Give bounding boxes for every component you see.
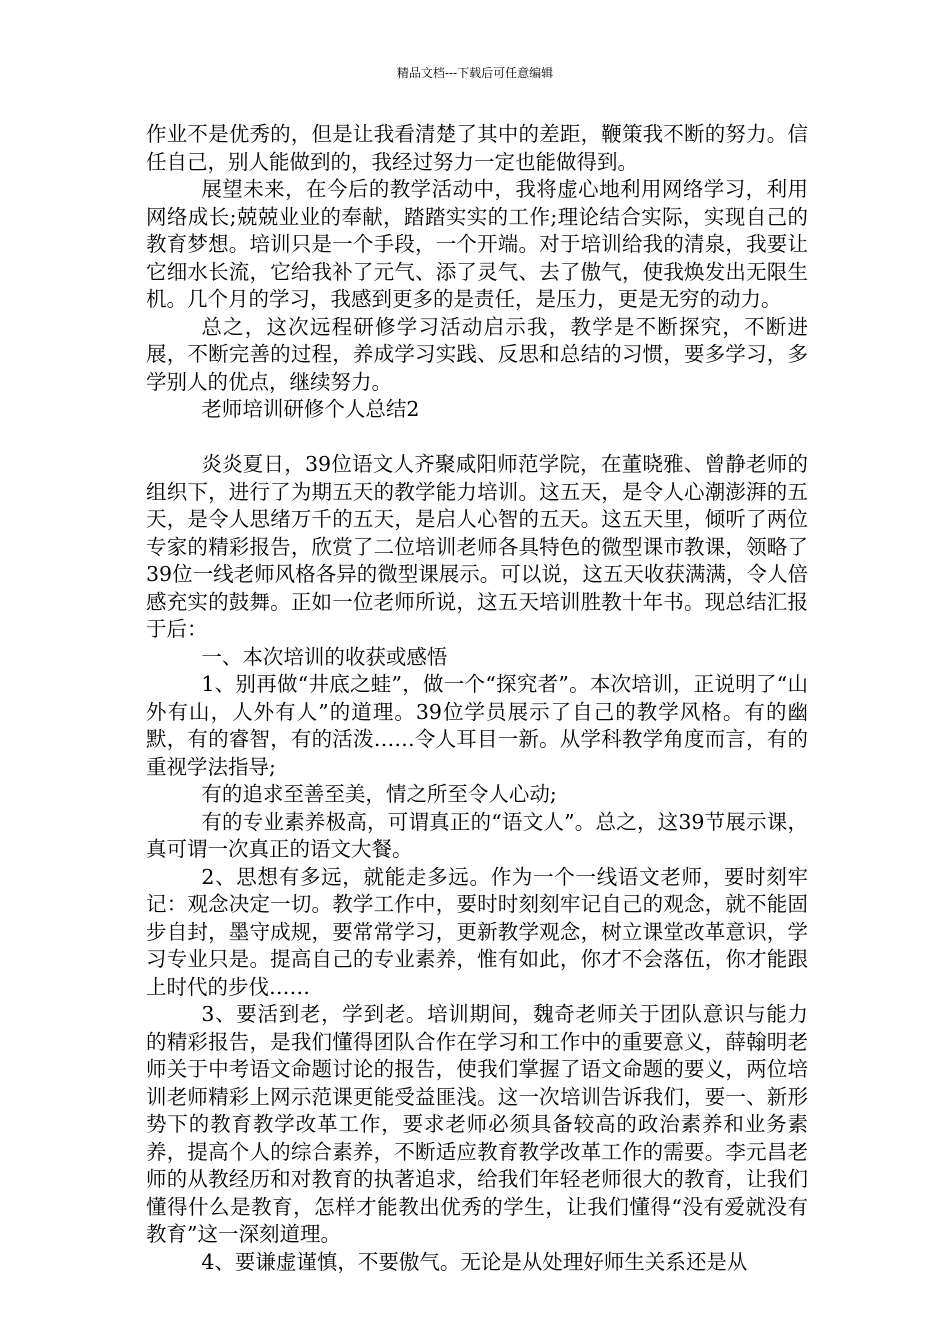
paragraph-point-1: 1、别再做“井底之蛙”，做一个“探究者”。本次培训，正说明了“山外有山，人外有人”的道理。39位学员展示了自己的教学风格。有的幽默，有的睿智，有的活泼……令人耳目一新。从学科教学角度而言，有的重视学法指导;: [146, 672, 808, 779]
document-body: [146, 121, 808, 1276]
paragraph-point-1-b: 有的专业素养极高，可谓真正的“语文人”。总之，这39节展示课，真可谓一次真正的语文大餐。: [146, 809, 808, 861]
paragraph-point-1-a: 有的追求至善至美，情之所至令人心动;: [201, 782, 557, 806]
page-header: 精品文档---下载后可任意编辑: [396, 66, 554, 80]
paragraph-outlook: 展望未来，在今后的教学活动中，我将虚心地利用网络学习，利用网络成长;兢兢业业的奉献，踏踏实实的工作;理论结合实际，实现自己的教育梦想。培训只是一个手段，一个开端。对于培训给我的清泉，我要让它细水长流，它给我补了元气、添了灵气、去了傲气，使我焕发出无限生机。几个月的学习，我感到更多的是责任，是压力，更是无穷的动力。: [146, 177, 808, 311]
paragraph-intro: 炎炎夏日，39位语文人齐聚咸阳师范学院，在董晓雅、曾静老师的组织下，进行了为期五天的教学能力培训。这五天，是令人心潮澎湃的五天，是令人思绪万千的五天，是启人心智的五天。这五天里，倾听了两位专家的精彩报告，欣赏了二位培训老师各具特色的微型课市教课，领略了39位一线老师风格各异的微型课展示。可以说，这五天收获满满，令人倍感充实的鼓舞。正如一位老师所说，这五天培训胜教十年书。现总结汇报于后：: [146, 452, 808, 641]
paragraph-summary: 总之，这次远程研修学习活动启示我，教学是不断探究，不断进展，不断完善的过程，养成学习实践、反思和总结的习惯，要多学习，多学别人的优点，继续努力。: [146, 314, 808, 394]
paragraph-point-2: 2、思想有多远，就能走多远。作为一个一线语文老师，要时刻牢记：观念决定一切。教学工作中，要时时刻刻牢记自己的观念，就不能固步自封，墨守成规，要常常学习，更新教学观念，树立课堂改革意识，学习专业只是。提高自己的专业素养，惟有如此，你才不会落伍，你才能跟上时代的步伐……: [146, 864, 808, 999]
blank-line: [146, 424, 808, 452]
paragraph-point-3: 3、要活到老，学到老。培训期间，魏奇老师关于团队意识与能力的精彩报告，是我们懂得团队合作在学习和工作中的重要意义，薛翰明老师关于中考语文命题讨论的报告，使我们掌握了语文命题的要义，两位培训老师精彩上网示范课更能受益匪浅。这一次培训告诉我们，要一、新形势下的教育教学改革工作，要求老师必须具备较高的政治素养和业务素养，提高个人的综合素养，不断适应教育教学改革工作的需要。李元昌老师的从教经历和对教育的执著追求，给我们年轻老师很大的教育，让我们懂得什么是教育，怎样才能教出优秀的学生，让我们懂得“没有爱就没有教育”这一深刻道理。: [146, 1002, 808, 1246]
paragraph-continued: 作业不是优秀的，但是让我看清楚了其中的差距，鞭策我不断的努力。信任自己，别人能做到的，我经过努力一定也能做得到。: [146, 122, 808, 174]
section-title: 老师培训研修个人总结2: [201, 397, 420, 421]
paragraph-point-4: 4、要谦虚谨慎，不要傲气。无论是从处理好师生关系还是从: [201, 1249, 748, 1274]
section-heading: 一、本次培训的收获或感悟: [201, 644, 448, 669]
